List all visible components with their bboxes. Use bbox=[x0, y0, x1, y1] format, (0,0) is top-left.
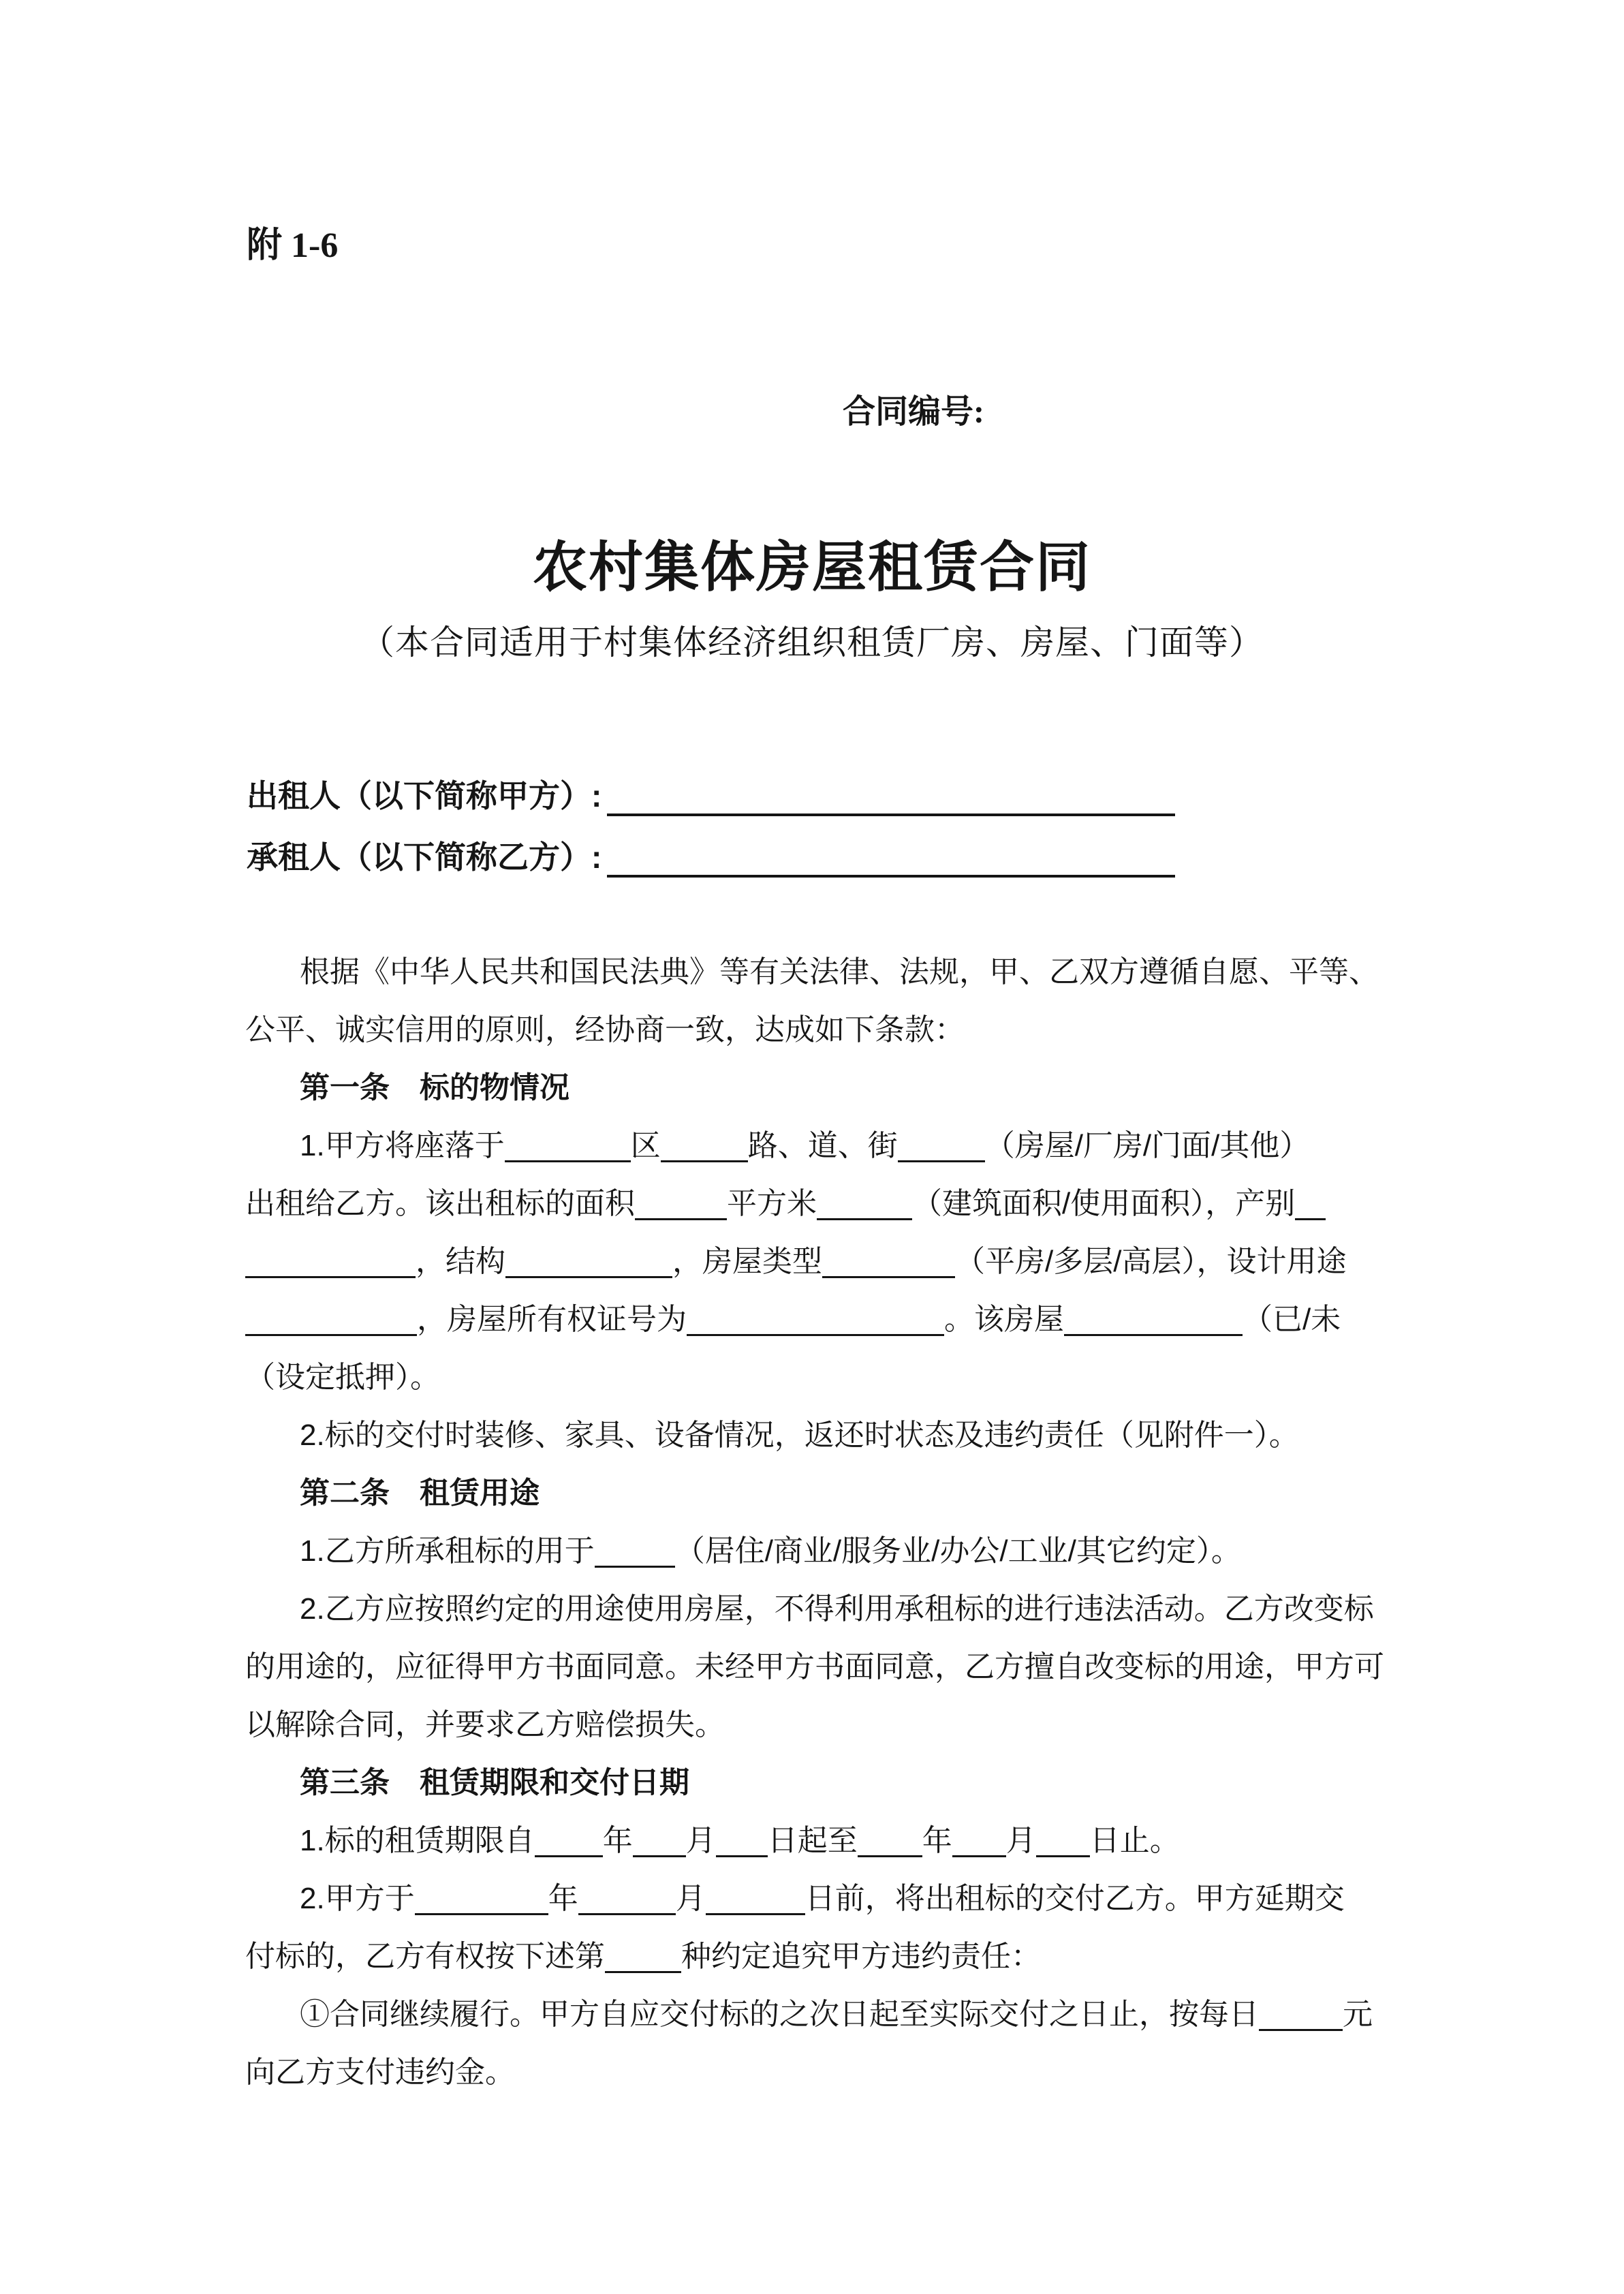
contract-text-line bbox=[245, 2043, 1396, 2101]
text-segment: 路、道、街 bbox=[747, 1129, 898, 1162]
text-segment: 月 bbox=[1005, 1824, 1036, 1857]
fill-in-blank[interactable] bbox=[1064, 1300, 1243, 1336]
text-segment: 区 bbox=[630, 1129, 661, 1162]
contract-text-line bbox=[245, 1233, 1396, 1290]
contract-text-line bbox=[245, 1348, 1396, 1406]
fill-in-blank[interactable] bbox=[1036, 1821, 1090, 1857]
text-segment: 向乙方支付违约金。 bbox=[245, 2056, 515, 2089]
contract-text-line bbox=[245, 1406, 1396, 1464]
text-segment: 2.甲方于 bbox=[300, 1882, 415, 1915]
fill-in-blank[interactable] bbox=[898, 1126, 985, 1162]
text-segment: 2.标的交付时装修、家具、设备情况，返还时状态及违约责任（见附件一）。 bbox=[300, 1419, 1299, 1452]
section-heading bbox=[245, 1059, 1396, 1117]
contract-text-line bbox=[245, 1175, 1396, 1233]
text-segment: 第二条 租赁用途 bbox=[300, 1476, 540, 1510]
fill-in-blank[interactable] bbox=[415, 1879, 548, 1915]
fill-in-blank[interactable] bbox=[706, 1879, 805, 1915]
lessee-line bbox=[247, 833, 1175, 878]
fill-in-blank[interactable] bbox=[1259, 1995, 1343, 2031]
contract-text-line bbox=[245, 1522, 1396, 1580]
contract-text-line bbox=[245, 1290, 1396, 1348]
fill-in-blank[interactable] bbox=[245, 1242, 416, 1278]
fill-in-blank[interactable] bbox=[245, 1300, 417, 1336]
annex-label: 附 1-6 bbox=[247, 226, 339, 265]
contract-text-line bbox=[245, 1117, 1396, 1175]
text-segment: 2.乙方应按照约定的用途使用房屋，不得利用承租标的进行违法活动。乙方改变标 bbox=[300, 1592, 1374, 1626]
contract-title: 农村集体房屋租赁合同 bbox=[533, 537, 1091, 598]
text-segment: 月 bbox=[685, 1824, 716, 1857]
contract-text-line bbox=[245, 1638, 1396, 1696]
text-segment: 以解除合同，并要求乙方赔偿损失。 bbox=[245, 1708, 725, 1741]
text-segment: 日起至 bbox=[767, 1824, 858, 1857]
fill-in-blank[interactable] bbox=[716, 1821, 768, 1857]
fill-in-blank[interactable] bbox=[505, 1242, 672, 1278]
text-segment: 平方米 bbox=[727, 1187, 817, 1220]
text-segment: （居住/商业/服务业/办公/工业/其它约定）。 bbox=[674, 1534, 1241, 1568]
contract-text-line bbox=[245, 1812, 1396, 1870]
fill-in-blank[interactable] bbox=[578, 1879, 676, 1915]
text-segment: ，房屋类型 bbox=[672, 1245, 822, 1278]
contract-text-line bbox=[245, 1580, 1396, 1638]
contract-subtitle: （本合同适用于村集体经济组织租赁厂房、房屋、门面等） bbox=[360, 623, 1264, 662]
text-segment: 元 bbox=[1343, 1998, 1373, 2031]
text-segment: （建筑面积/使用面积），产别 bbox=[912, 1187, 1296, 1220]
text-segment: 付标的，乙方有权按下述第 bbox=[245, 1940, 605, 1973]
fill-in-blank[interactable] bbox=[858, 1821, 922, 1857]
text-segment: ，房屋所有权证号为 bbox=[417, 1303, 687, 1336]
contract-text-line bbox=[245, 1985, 1396, 2043]
fill-in-blank[interactable] bbox=[635, 1184, 727, 1220]
fill-in-blank[interactable] bbox=[952, 1821, 1006, 1857]
text-segment: （平房/多层/高层），设计用途 bbox=[955, 1245, 1347, 1278]
text-segment: ①合同继续履行。甲方自应交付标的之次日起至实际交付之日止，按每日 bbox=[300, 1998, 1259, 2031]
lessor-label: 出租人（以下简称甲方）: bbox=[247, 778, 602, 813]
text-segment: 1.标的租赁期限自 bbox=[300, 1824, 535, 1857]
fill-in-blank[interactable] bbox=[535, 1821, 603, 1857]
fill-in-blank[interactable] bbox=[595, 1532, 675, 1568]
text-segment: 日止。 bbox=[1089, 1824, 1180, 1857]
text-segment: 种约定追究甲方违约责任： bbox=[681, 1940, 1041, 1973]
lessee-label: 承租人（以下简称乙方）: bbox=[247, 839, 602, 875]
text-segment: 出租给乙方。该出租标的面积 bbox=[245, 1187, 635, 1220]
text-segment: 年 bbox=[602, 1824, 633, 1857]
text-segment: ，结构 bbox=[416, 1245, 505, 1278]
fill-in-blank[interactable] bbox=[605, 1937, 681, 1973]
text-segment: 的用途的，应征得甲方书面同意。未经甲方书面同意，乙方擅自改变标的用途，甲方可 bbox=[245, 1650, 1384, 1684]
fill-in-blank[interactable] bbox=[1295, 1184, 1326, 1220]
text-segment: 第一条 标的物情况 bbox=[300, 1071, 569, 1104]
text-segment: 日前，将出租标的交付乙方。甲方延期交 bbox=[805, 1882, 1345, 1915]
text-segment: 年 bbox=[548, 1882, 578, 1915]
fill-in-blank[interactable] bbox=[817, 1184, 912, 1220]
lessee-fill-in-line[interactable] bbox=[607, 839, 1175, 878]
text-segment: 1.乙方所承租标的用于 bbox=[300, 1534, 595, 1568]
section-heading bbox=[245, 1464, 1396, 1522]
contract-text-line bbox=[245, 1001, 1396, 1059]
fill-in-blank[interactable] bbox=[661, 1126, 748, 1162]
text-segment: 根据《中华人民共和国民法典》等有关法律、法规，甲、乙双方遵循自愿、平等、 bbox=[300, 955, 1379, 989]
text-segment: 。该房屋 bbox=[944, 1303, 1064, 1336]
fill-in-blank[interactable] bbox=[505, 1126, 631, 1162]
contract-text-line bbox=[245, 1696, 1396, 1754]
contract-body bbox=[245, 943, 1396, 2101]
contract-text-line bbox=[245, 1870, 1396, 1927]
lessor-line bbox=[247, 771, 1175, 816]
text-segment: 1.甲方将座落于 bbox=[300, 1129, 505, 1162]
text-segment: 第三条 租赁期限和交付日期 bbox=[300, 1766, 689, 1799]
fill-in-blank[interactable] bbox=[822, 1242, 955, 1278]
text-segment: （设定抵押）。 bbox=[245, 1361, 440, 1394]
contract-text-line bbox=[245, 943, 1396, 1001]
text-segment: （房屋/厂房/门面/其他） bbox=[984, 1129, 1310, 1162]
contract-number-label: 合同编号: bbox=[843, 394, 984, 430]
contract-text-line bbox=[245, 1927, 1396, 1985]
text-segment: 公平、诚实信用的原则，经协商一致，达成如下条款： bbox=[245, 1013, 965, 1047]
text-segment: 月 bbox=[675, 1882, 706, 1915]
fill-in-blank[interactable] bbox=[633, 1821, 686, 1857]
section-heading bbox=[245, 1754, 1396, 1812]
text-segment: （已/未 bbox=[1243, 1303, 1341, 1336]
text-segment: 年 bbox=[922, 1824, 952, 1857]
lessor-fill-in-line[interactable] bbox=[607, 778, 1175, 816]
fill-in-blank[interactable] bbox=[687, 1300, 944, 1336]
